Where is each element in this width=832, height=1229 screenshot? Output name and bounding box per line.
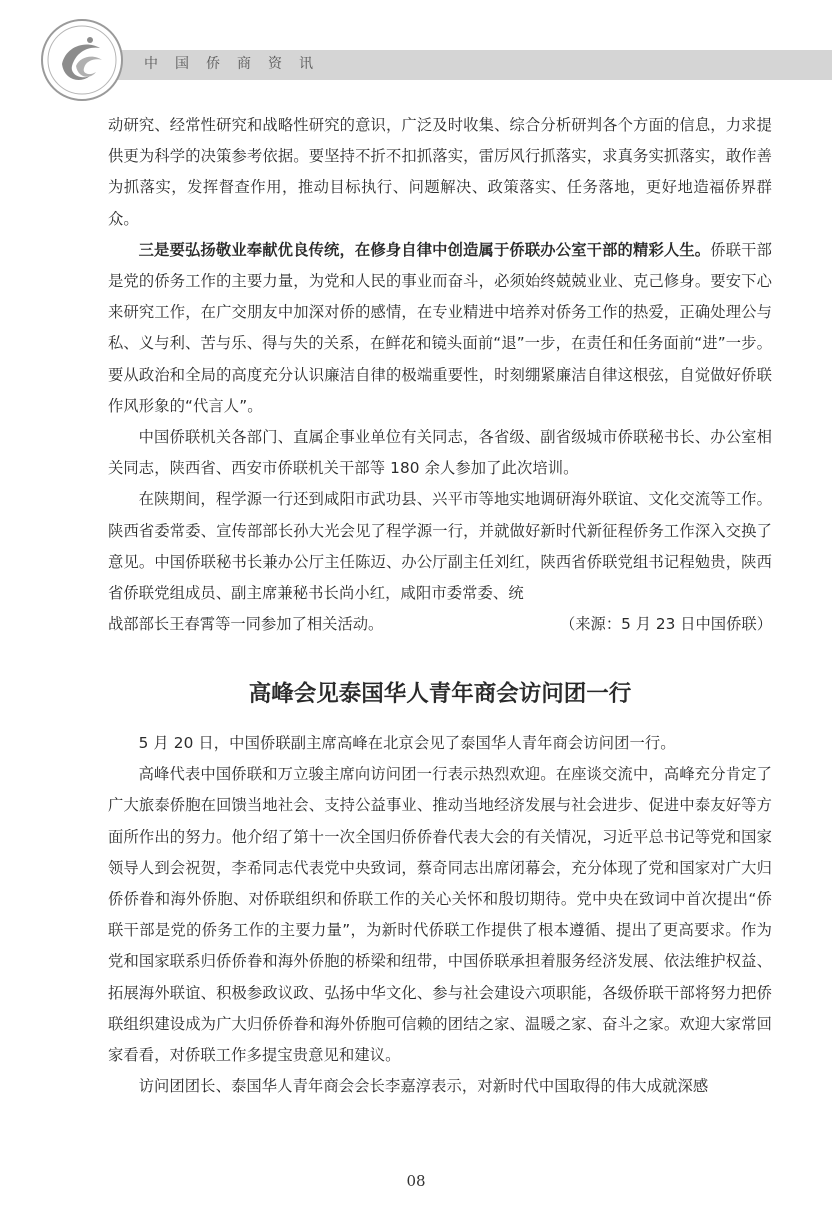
paragraph: 在陕期间，程学源一行还到咸阳市武功县、兴平市等地实地调研海外联谊、文化交流等工作。陕西省委常委、宣传部部长孙大光会见了程学源一行，并就做好新时代新征程侨务工作深入交换了意见。中国侨联秘书长兼办公厅主任陈迈、办公厅副主任刘红，陕西省侨联党组书记程勉贵，陕西省侨联党组成员、副主席兼秘书长尚小红，咸阳市委常委、统	[108, 490, 772, 603]
paragraph-text: 战部部长王春霄等一同参加了相关活动。	[108, 615, 384, 634]
paragraph: 访问团团长、泰国华人青年商会会长李嘉淳表示，对新时代中国取得的伟大成就深感	[138, 1077, 709, 1096]
paragraph: 5 月 20 日，中国侨联副主席高峰在北京会见了泰国华人青年商会访问团一行。	[138, 734, 676, 752]
paragraph	[108, 235, 772, 422]
bold-lead-sentence: 三是要弘扬敬业奉献优良传统，在修身自律中创造属于侨联办公室干部的精彩人生。	[138, 240, 711, 259]
paragraph-text: 侨联干部是党的侨务工作的主要力量，为党和人民的事业而奋斗，必须始终兢兢业业、克己修身。要安下心来研究工作，在广交朋友中加深对侨的感情，在专业精进中培养对侨务工作的热爱，正确处理公与私、义与利、苦与乐、得与失的关系，在鲜花和镜头面前“退”一步，在责任和任务面前“进”一步。要从政治和全局的高度充分认识廉洁自律的极端重要性，时刻绷紧廉洁自律这根弦，自觉做好侨联作风形象的“代言人”。	[108, 240, 772, 415]
article-continuation	[108, 110, 772, 640]
article-title: 高峰会见泰国华人青年商会访问团一行	[248, 681, 632, 707]
page-number: 08	[406, 1172, 426, 1190]
article-body	[108, 728, 772, 1102]
source-line	[108, 609, 772, 640]
organization-logo	[40, 18, 124, 102]
paragraph: 中国侨联机关各部门、直属企事业单位有关同志，各省级、副省级城市侨联秘书长、办公室相关同志，陕西省、西安市侨联机关干部等 180 余人参加了此次培训。	[108, 428, 772, 478]
paragraph: 动研究、经常性研究和战略性研究的意识，广泛及时收集、综合分析研判各个方面的信息，力求提供更为科学的决策参考依据。要坚持不折不扣抓落实，雷厉风行抓落实，求真务实抓落实，敢作善为抓落实，发挥督查作用，推动目标执行、问题解决、政策落实、任务落地，更好地造福侨界群众。	[108, 116, 772, 228]
header-title: 中国侨商资讯	[144, 56, 330, 72]
source-citation: （来源：5 月 23 日中国侨联）	[559, 615, 772, 634]
paragraph: 高峰代表中国侨联和万立骏主席向访问团一行表示热烈欢迎。在座谈交流中，高峰充分肯定了广大旅泰侨胞在回馈当地社会、支持公益事业、推动当地经济发展与社会进步、促进中泰友好等方面所作出的努力。他介绍了第十一次全国归侨侨眷代表大会的有关情况，习近平总书记等党和国家领导人到会祝贺，李希同志代表党中央致词，蔡奇同志出席闭幕会，充分体现了党和国家对广大归侨侨眷和海外侨胞、对侨联组织和侨联工作的关心关怀和殷切期待。党中央在致词中首次提出“侨联干部是党的侨务工作的主要力量”，为新时代侨联工作提供了根本遵循、提出了更高要求。作为党和国家联系归侨侨眷和海外侨胞的桥梁和纽带，中国侨联承担着服务经济发展、依法维护权益、拓展海外联谊、积极参政议政、弘扬中华文化、参与社会建设六项职能，各级侨联干部将努力把侨联组织建设成为广大归侨侨眷和海外侨胞可信赖的团结之家、温暖之家、奋斗之家。欢迎大家常回家看看，对侨联工作多提宝贵意见和建议。	[108, 765, 772, 1065]
